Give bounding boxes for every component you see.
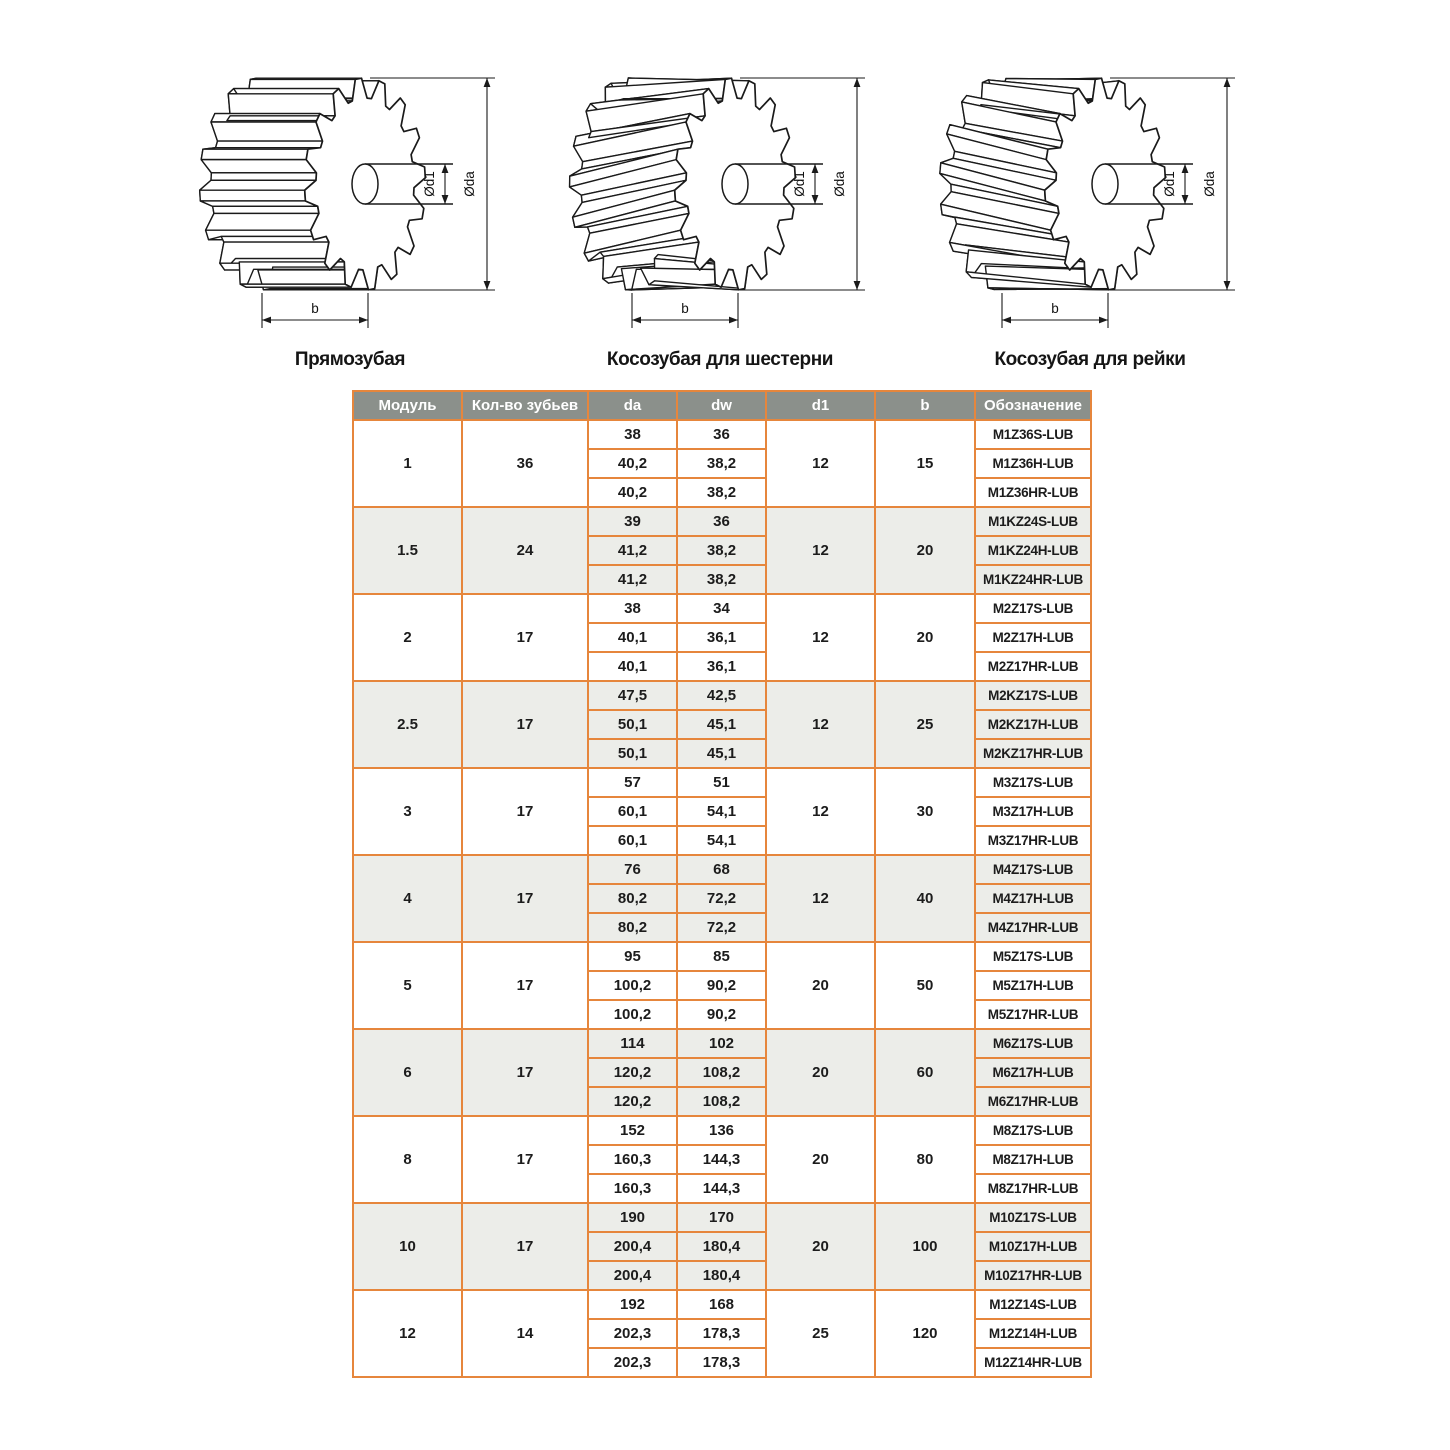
da-cell: 47,5 (588, 681, 677, 710)
b-cell: 100 (875, 1203, 975, 1290)
d1-cell: 20 (766, 1203, 875, 1290)
table-row (353, 507, 1091, 536)
designation-cell: M12Z14HR-LUB (975, 1348, 1091, 1377)
module-cell: 4 (353, 855, 462, 942)
d1-cell: 25 (766, 1290, 875, 1377)
b-cell: 30 (875, 768, 975, 855)
module-cell: 1 (353, 420, 462, 507)
col-header-0: Модуль (353, 391, 462, 420)
table-row (353, 594, 1091, 623)
gear-type-label: Прямозубая (294, 349, 406, 370)
table-row (353, 1290, 1091, 1319)
col-header-5: b (875, 391, 975, 420)
dw-cell: 85 (677, 942, 766, 971)
dim-label-b: b (1051, 301, 1059, 316)
designation-cell: M6Z17S-LUB (975, 1029, 1091, 1058)
teeth-count-cell: 17 (462, 1029, 588, 1116)
gear-diagrams-row (180, 38, 1260, 371)
da-cell: 76 (588, 855, 677, 884)
designation-cell: M2Z17S-LUB (975, 594, 1091, 623)
designation-cell: M1KZ24S-LUB (975, 507, 1091, 536)
designation-cell: M3Z17S-LUB (975, 768, 1091, 797)
module-cell: 10 (353, 1203, 462, 1290)
dw-cell: 180,4 (677, 1261, 766, 1290)
da-cell: 202,3 (588, 1319, 677, 1348)
helical-pinion-gear-drawing (550, 38, 890, 343)
designation-cell: M2KZ17H-LUB (975, 710, 1091, 739)
col-header-4: d1 (766, 391, 875, 420)
designation-cell: M4Z17H-LUB (975, 884, 1091, 913)
da-cell: 200,4 (588, 1232, 677, 1261)
module-cell: 3 (353, 768, 462, 855)
dim-label-da: Øda (832, 171, 847, 197)
gear-body (940, 78, 1165, 290)
dim-label-b: b (311, 301, 319, 316)
designation-cell: M2KZ17S-LUB (975, 681, 1091, 710)
da-cell: 60,1 (588, 826, 677, 855)
dw-cell: 168 (677, 1290, 766, 1319)
da-cell: 60,1 (588, 797, 677, 826)
designation-cell: M3Z17HR-LUB (975, 826, 1091, 855)
dw-cell: 38,2 (677, 478, 766, 507)
da-cell: 190 (588, 1203, 677, 1232)
designation-cell: M8Z17H-LUB (975, 1145, 1091, 1174)
da-cell: 192 (588, 1290, 677, 1319)
da-cell: 41,2 (588, 536, 677, 565)
designation-cell: M1KZ24H-LUB (975, 536, 1091, 565)
d1-cell: 12 (766, 768, 875, 855)
da-cell: 57 (588, 768, 677, 797)
designation-cell: M10Z17HR-LUB (975, 1261, 1091, 1290)
dw-cell: 108,2 (677, 1058, 766, 1087)
teeth-count-cell: 17 (462, 768, 588, 855)
teeth-count-cell: 36 (462, 420, 588, 507)
dw-cell: 180,4 (677, 1232, 766, 1261)
dim-label-d1: Ød1 (1162, 171, 1177, 197)
designation-cell: M8Z17HR-LUB (975, 1174, 1091, 1203)
teeth-count-cell: 24 (462, 507, 588, 594)
da-cell: 40,2 (588, 449, 677, 478)
dw-cell: 36,1 (677, 652, 766, 681)
designation-cell: M1Z36S-LUB (975, 420, 1091, 449)
dw-cell: 38,2 (677, 449, 766, 478)
b-cell: 20 (875, 594, 975, 681)
designation-cell: M10Z17H-LUB (975, 1232, 1091, 1261)
designation-cell: M1Z36H-LUB (975, 449, 1091, 478)
da-cell: 38 (588, 420, 677, 449)
module-cell: 1.5 (353, 507, 462, 594)
designation-cell: M12Z14S-LUB (975, 1290, 1091, 1319)
table-row (353, 1029, 1091, 1058)
b-cell: 20 (875, 507, 975, 594)
da-cell: 200,4 (588, 1261, 677, 1290)
gear-diagram-spur (180, 38, 520, 371)
helical-rack-gear-drawing (920, 38, 1260, 343)
col-header-6: Обозначение (975, 391, 1091, 420)
table-row (353, 768, 1091, 797)
module-cell: 6 (353, 1029, 462, 1116)
da-cell: 38 (588, 594, 677, 623)
da-cell: 80,2 (588, 884, 677, 913)
d1-cell: 12 (766, 855, 875, 942)
da-cell: 40,2 (588, 478, 677, 507)
b-cell: 40 (875, 855, 975, 942)
dw-cell: 45,1 (677, 710, 766, 739)
da-cell: 114 (588, 1029, 677, 1058)
designation-cell: M4Z17HR-LUB (975, 913, 1091, 942)
dw-cell: 102 (677, 1029, 766, 1058)
designation-cell: M2Z17H-LUB (975, 623, 1091, 652)
designation-cell: M3Z17H-LUB (975, 797, 1091, 826)
table-row (353, 1203, 1091, 1232)
module-cell: 2.5 (353, 681, 462, 768)
da-cell: 120,2 (588, 1058, 677, 1087)
teeth-count-cell: 14 (462, 1290, 588, 1377)
dw-cell: 51 (677, 768, 766, 797)
dw-cell: 72,2 (677, 884, 766, 913)
module-cell: 12 (353, 1290, 462, 1377)
designation-cell: M1KZ24HR-LUB (975, 565, 1091, 594)
da-cell: 50,1 (588, 710, 677, 739)
dw-cell: 68 (677, 855, 766, 884)
dw-cell: 144,3 (677, 1145, 766, 1174)
dw-cell: 38,2 (677, 565, 766, 594)
da-cell: 202,3 (588, 1348, 677, 1377)
table-header-row (353, 391, 1091, 420)
col-header-3: dw (677, 391, 766, 420)
designation-cell: M2Z17HR-LUB (975, 652, 1091, 681)
b-cell: 120 (875, 1290, 975, 1377)
dw-cell: 36 (677, 507, 766, 536)
da-cell: 160,3 (588, 1174, 677, 1203)
module-cell: 2 (353, 594, 462, 681)
dw-cell: 54,1 (677, 797, 766, 826)
teeth-count-cell: 17 (462, 1203, 588, 1290)
teeth-count-cell: 17 (462, 942, 588, 1029)
dw-cell: 108,2 (677, 1087, 766, 1116)
gear-spec-table (352, 390, 1092, 1378)
b-cell: 15 (875, 420, 975, 507)
b-cell: 60 (875, 1029, 975, 1116)
b-cell: 25 (875, 681, 975, 768)
da-cell: 40,1 (588, 652, 677, 681)
col-header-1: Кол-во зубьев (462, 391, 588, 420)
designation-cell: M10Z17S-LUB (975, 1203, 1091, 1232)
dw-cell: 34 (677, 594, 766, 623)
dw-cell: 136 (677, 1116, 766, 1145)
da-cell: 100,2 (588, 971, 677, 1000)
module-cell: 8 (353, 1116, 462, 1203)
dim-label-da: Øda (462, 171, 477, 197)
dw-cell: 36 (677, 420, 766, 449)
dw-cell: 90,2 (677, 1000, 766, 1029)
gear-body (570, 78, 796, 290)
da-cell: 40,1 (588, 623, 677, 652)
spur-gear-drawing (180, 38, 520, 343)
gear-diagram-helical-rack (920, 38, 1260, 371)
da-cell: 120,2 (588, 1087, 677, 1116)
dim-label-da: Øda (1202, 171, 1217, 197)
designation-cell: M6Z17H-LUB (975, 1058, 1091, 1087)
d1-cell: 20 (766, 1029, 875, 1116)
teeth-count-cell: 17 (462, 681, 588, 768)
dw-cell: 36,1 (677, 623, 766, 652)
gear-diagram-helical-pinion (550, 38, 890, 371)
dw-cell: 170 (677, 1203, 766, 1232)
designation-cell: M2KZ17HR-LUB (975, 739, 1091, 768)
table-row (353, 1116, 1091, 1145)
designation-cell: M1Z36HR-LUB (975, 478, 1091, 507)
table-head (353, 391, 1091, 420)
dw-cell: 45,1 (677, 739, 766, 768)
col-header-2: da (588, 391, 677, 420)
designation-cell: M8Z17S-LUB (975, 1116, 1091, 1145)
d1-cell: 12 (766, 594, 875, 681)
dw-cell: 38,2 (677, 536, 766, 565)
da-cell: 41,2 (588, 565, 677, 594)
teeth-count-cell: 17 (462, 855, 588, 942)
dw-cell: 42,5 (677, 681, 766, 710)
designation-cell: M5Z17HR-LUB (975, 1000, 1091, 1029)
da-cell: 152 (588, 1116, 677, 1145)
da-cell: 80,2 (588, 913, 677, 942)
gear-body (200, 78, 426, 290)
designation-cell: M5Z17H-LUB (975, 971, 1091, 1000)
da-cell: 39 (588, 507, 677, 536)
da-cell: 50,1 (588, 739, 677, 768)
d1-cell: 12 (766, 420, 875, 507)
dim-label-d1: Ød1 (422, 171, 437, 197)
gear-type-label: Косозубая для шестерни (606, 349, 834, 370)
teeth-count-cell: 17 (462, 594, 588, 681)
designation-cell: M4Z17S-LUB (975, 855, 1091, 884)
table-row (353, 420, 1091, 449)
da-cell: 160,3 (588, 1145, 677, 1174)
da-cell: 95 (588, 942, 677, 971)
b-cell: 80 (875, 1116, 975, 1203)
d1-cell: 20 (766, 1116, 875, 1203)
teeth-count-cell: 17 (462, 1116, 588, 1203)
designation-cell: M6Z17HR-LUB (975, 1087, 1091, 1116)
dw-cell: 90,2 (677, 971, 766, 1000)
d1-cell: 20 (766, 942, 875, 1029)
table-row (353, 855, 1091, 884)
dw-cell: 178,3 (677, 1348, 766, 1377)
designation-cell: M12Z14H-LUB (975, 1319, 1091, 1348)
dim-label-d1: Ød1 (792, 171, 807, 197)
module-cell: 5 (353, 942, 462, 1029)
designation-cell: M5Z17S-LUB (975, 942, 1091, 971)
dw-cell: 178,3 (677, 1319, 766, 1348)
b-cell: 50 (875, 942, 975, 1029)
dim-label-b: b (681, 301, 689, 316)
table-body (353, 420, 1091, 1377)
d1-cell: 12 (766, 681, 875, 768)
dw-cell: 144,3 (677, 1174, 766, 1203)
gear-type-label: Косозубая для рейки (994, 349, 1186, 370)
dw-cell: 54,1 (677, 826, 766, 855)
table-row (353, 942, 1091, 971)
da-cell: 100,2 (588, 1000, 677, 1029)
dw-cell: 72,2 (677, 913, 766, 942)
table-row (353, 681, 1091, 710)
d1-cell: 12 (766, 507, 875, 594)
